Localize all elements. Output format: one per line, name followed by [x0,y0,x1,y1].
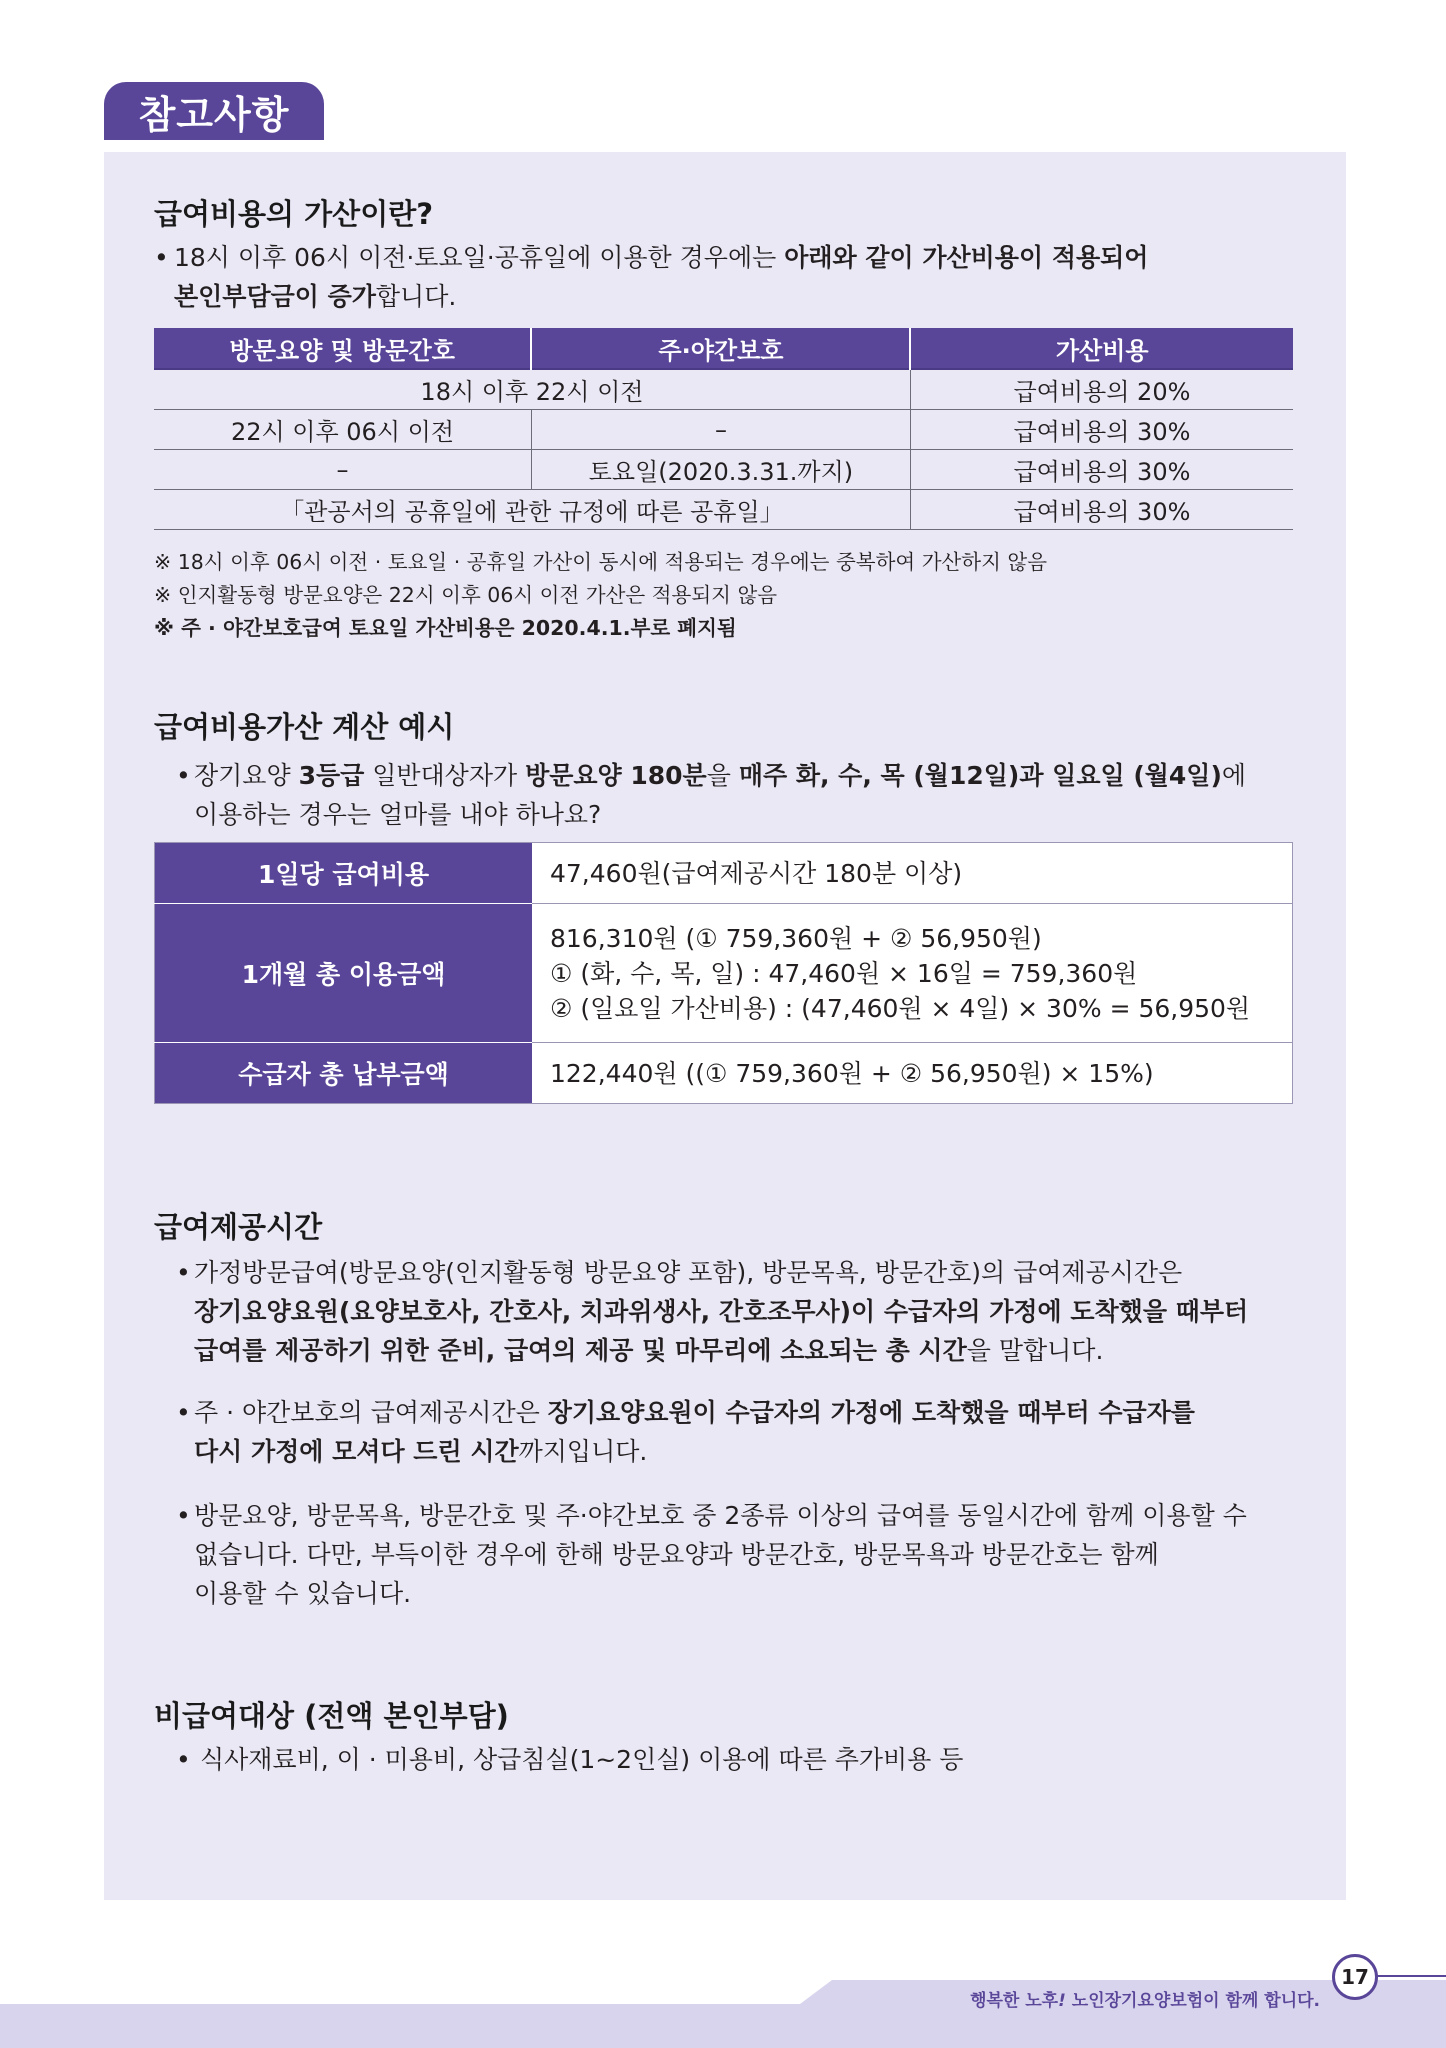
footer-slogan: 행복한 노후! 노인장기요양보험이 함께 합니다. [970,1991,1320,2011]
bullet-dot: • [176,1258,191,1287]
table-row [155,843,1293,904]
table-cell: 18시 이후 22시 이전 [154,369,910,410]
table-cell: – [531,410,910,450]
row-label: 1일당 급여비용 [155,843,533,904]
section-tab-reference [104,82,324,140]
table-row [155,904,1293,1043]
page-number: 17 [1332,1954,1378,2000]
table-row [154,369,1293,410]
note-line-bold: ※ 주 · 야간보호급여 토요일 가산비용은 2020.4.1.부로 폐지됨 [154,616,737,640]
bullet-dot: • [176,1398,191,1427]
non-covered-title: 비급여대상 (전액 본인부담) [154,1699,509,1733]
calculation-table [154,842,1293,1104]
table-cell: 22시 이후 06시 이전 [154,410,531,450]
table-row [154,450,1293,490]
table-cell: 급여비용의 30% [910,490,1293,530]
non-covered-bullet: • 식사재료비, 이 · 미용비, 상급침실(1~2인실) 이용에 따른 추가비용 등 [200,1740,963,1779]
example-title: 급여비용가산 계산 예시 [154,710,455,744]
example-bullet: • 장기요양 3등급 일반대상자가 방문요양 180분을 매주 화, 수, 목 (월12일)과 일요일 (월4일)에 이용하는 경우는 얼마를 내야 하나요? [194,756,1246,834]
row-label: 1개월 총 이용금액 [155,904,533,1043]
table-cell: 「관공서의 공휴일에 관한 규정에 따른 공휴일」 [154,490,910,530]
table-row [154,490,1293,530]
surcharge-bullet: • 18시 이후 06시 이전·토요일·공휴일에 이용한 경우에는 아래와 같이 가산비용이 적용되어 본인부담금이 증가합니다. [174,238,1148,316]
table-cell: 급여비용의 30% [910,410,1293,450]
row-value: 122,440원 ((① 759,360원 + ② 56,950원) × 15%) [532,1043,1293,1104]
table-header: 주·야간보호 [531,328,910,369]
bullet-dot: • [176,1745,191,1774]
tab-label: 참고사항 [138,92,290,137]
bullet-dot: • [176,761,191,790]
surcharge-table [154,328,1293,530]
row-value: 47,460원(급여제공시간 180분 이상) [532,843,1293,904]
row-value: 816,310원 (① 759,360원 + ② 56,950원) ① (화, 수, 목, 일) : 47,460원 × 16일 = 759,360원 ② (일요일 가산비용) : (47,460원 × 4일) × 30% = 56,950원 [532,904,1293,1043]
bullet-dot: • [154,243,169,272]
table-row [155,1043,1293,1104]
table-cell: 급여비용의 30% [910,450,1293,490]
page-number-line [1374,1975,1446,1977]
surcharge-title: 급여비용의 가산이란? [154,197,434,231]
surcharge-notes [154,546,1047,645]
note-line: ※ 인지활동형 방문요양은 22시 이후 06시 이전 가산은 적용되지 않음 [154,583,778,607]
table-header: 가산비용 [910,328,1293,369]
table-cell: – [154,450,531,490]
service-time-bullet-2: • 주 · 야간보호의 급여제공시간은 장기요양요원이 수급자의 가정에 도착했을 때부터 수급자를 다시 가정에 모셔다 드린 시간까지입니다. [194,1393,1195,1471]
bullet-dot: • [176,1501,191,1530]
table-row [154,410,1293,450]
table-cell: 토요일(2020.3.31.까지) [531,450,910,490]
service-time-bullet-1: • 가정방문급여(방문요양(인지활동형 방문요양 포함), 방문목욕, 방문간호)의 급여제공시간은 장기요양요원(요양보호사, 간호사, 치과위생사, 간호조무사)이 수급자의 가정에 도착했을 때부터 급여를 제공하기 위한 준비, 급여의 제공 및 마무리에 소요되는 총 시간을 말합니다. [194,1253,1248,1370]
service-time-title: 급여제공시간 [154,1210,323,1244]
row-label: 수급자 총 납부금액 [155,1043,533,1104]
service-time-bullet-3: • 방문요양, 방문목욕, 방문간호 및 주·야간보호 중 2종류 이상의 급여를 동일시간에 함께 이용할 수 없습니다. 다만, 부득이한 경우에 한해 방문요양과 방문간호, 방문목욕과 방문간호는 함께 이용할 수 있습니다. [194,1496,1247,1613]
note-line: ※ 18시 이후 06시 이전 · 토요일 · 공휴일 가산이 동시에 적용되는 경우에는 중복하여 가산하지 않음 [154,550,1048,574]
table-cell: 급여비용의 20% [910,369,1293,410]
table-header: 방문요양 및 방문간호 [154,328,531,369]
